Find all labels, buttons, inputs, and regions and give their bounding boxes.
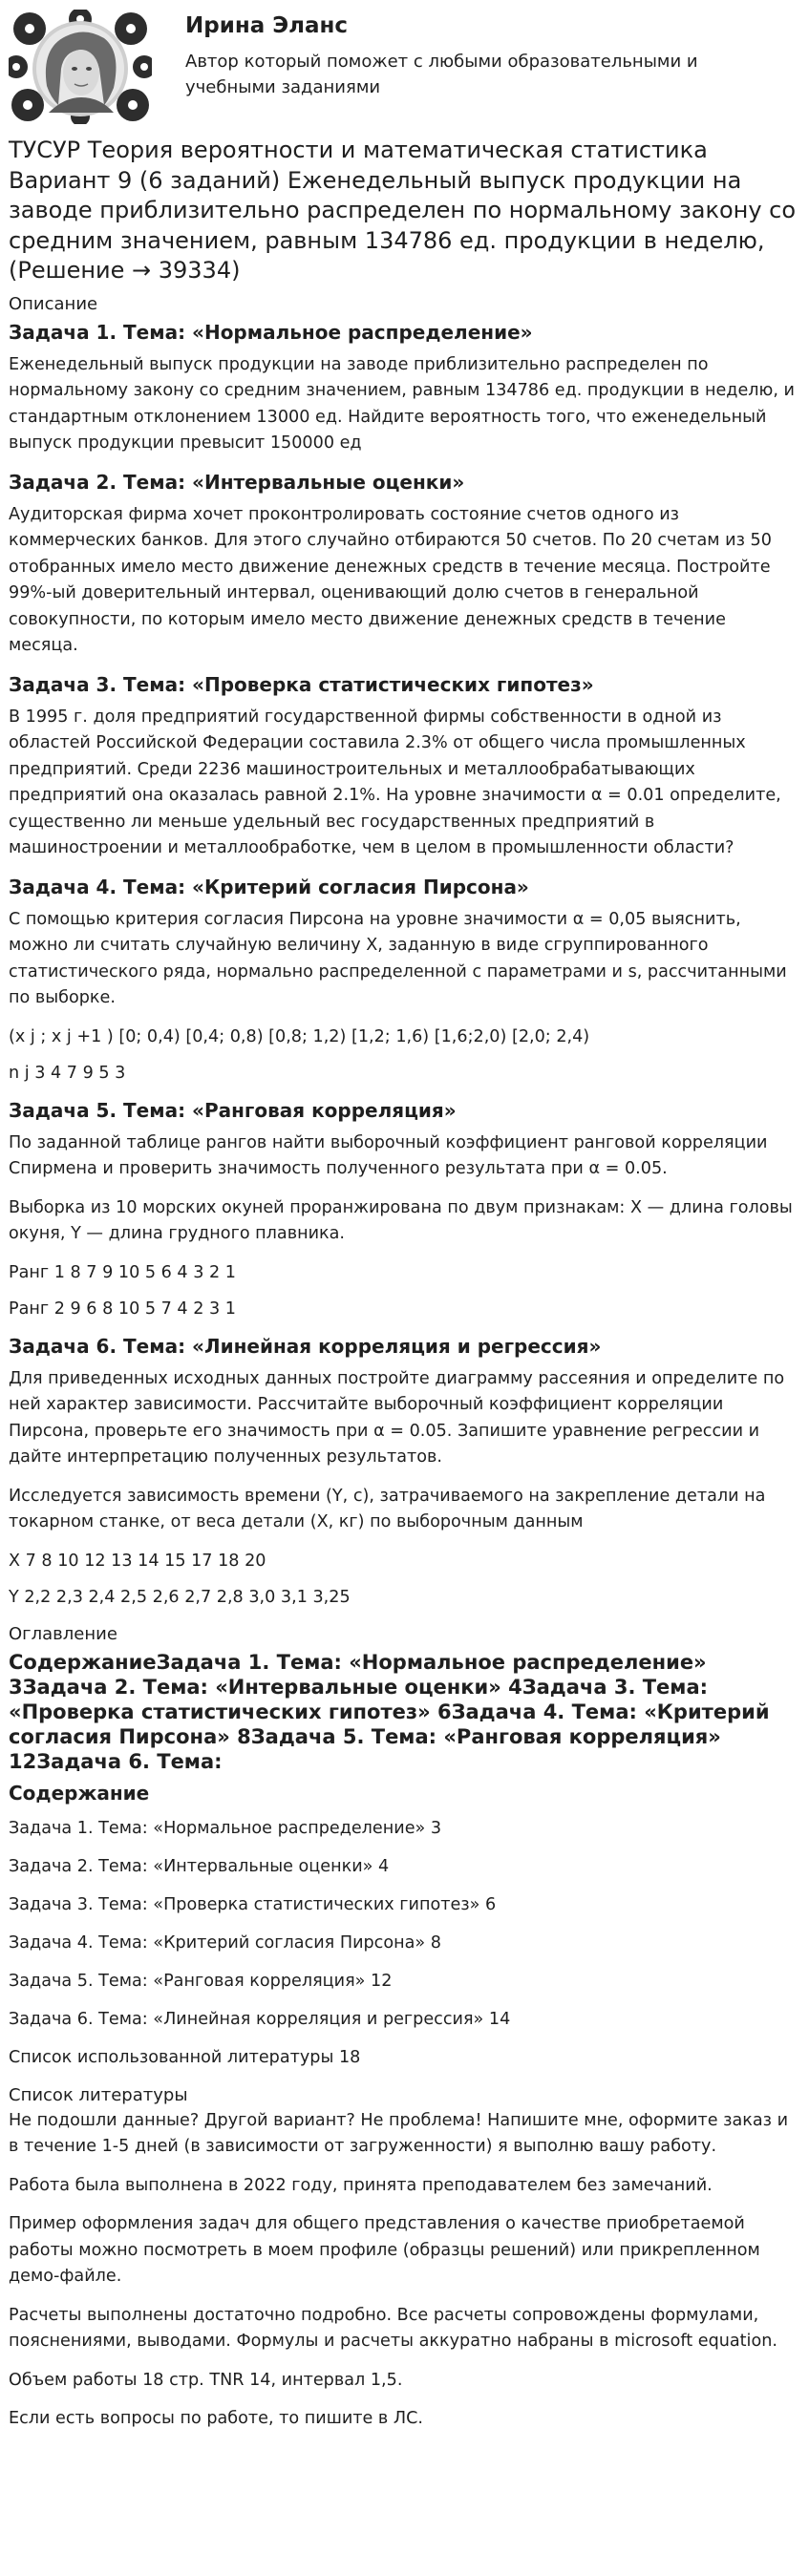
- toc-item-5: Задача 5. Тема: «Ранговая корреляция» 12: [9, 1971, 393, 1991]
- toc-heading: Содержание: [9, 1781, 150, 1805]
- task-3-text: В 1995 г. доля предприятий государственной фирмы собственности в одной из областей Российской Федерации составила 2.3% от общего числа промышленных предприятий. Среди 2236 машиностроительных и металлообрабатывающих предприятий она оказалась равной 2.1%. На уровне значимости α = 0.01 определите, существенно ли меньше удельный вес государственных предприятий в машиностроении и металлообработке, чем в целом в промышленности области?: [9, 707, 781, 857]
- toc-item-6: Задача 6. Тема: «Линейная корреляция и регрессия» 14: [9, 2009, 511, 2029]
- task-2-heading: Задача 2. Тема: «Интервальные оценки»: [9, 470, 465, 494]
- task-6-x-values: X 7 8 10 12 13 14 15 17 18 20: [9, 1551, 266, 1571]
- task-1-heading: Задача 1. Тема: «Нормальное распределение»: [9, 320, 533, 344]
- toc-label: Оглавление: [9, 1623, 117, 1644]
- task-4-text: С помощью критерия согласия Пирсона на уровне значимости α = 0,05 выяснить, можно ли считать случайную величину X, заданную в виде сгруппированного статистического ряда, нормально распределенной с параметрами и s, рассчитанными по выборке.: [9, 909, 787, 1007]
- task-6-text: Для приведенных исходных данных постройте диаграмму рассеяния и определите по ней характер зависимости. Рассчитайте выборочный коэффициент корреляции Пирсона, проверьте его значимость при α = 0.05. Запишите уравнение регрессии и дайте интерпретацию полученных результатов.: [9, 1368, 785, 1467]
- toc-item-literature: Список использованной литературы 18: [9, 2047, 361, 2067]
- description-label: Описание: [9, 293, 98, 314]
- footer-completed: Работа была выполнена в 2022 году, принята преподавателем без замечаний.: [9, 2175, 713, 2195]
- avatar[interactable]: [9, 10, 157, 124]
- task-5-rank-1: Ранг 1 8 7 9 10 5 6 4 3 2 1: [9, 1262, 236, 1282]
- task-5-text: По заданной таблице рангов найти выборочный коэффициент ранговой корреляции Спирмена и проверить значимость полученного результата при α = 0.05.: [9, 1132, 768, 1178]
- footer-calculations: Расчеты выполнены достаточно подробно. Все расчеты сопровождены формулами, пояснениями, выводами. Формулы и расчеты аккуратно набраны в microsoft equation.: [9, 2305, 777, 2351]
- author-info: [157, 10, 758, 100]
- task-5-rank-2: Ранг 2 9 6 8 10 5 7 4 2 3 1: [9, 1299, 236, 1319]
- task-1-text: Еженедельный выпуск продукции на заводе приблизительно распределен по нормальному закону со средним значением, равным 134786 ед. продукции в неделю, и стандартным отклонением 13000 ед. Найдите вероятность того, что еженедельный выпуск продукции превысит 150000 ед: [9, 354, 795, 453]
- toc-item-2: Задача 2. Тема: «Интервальные оценки» 4: [9, 1856, 390, 1876]
- task-6-y-values: Y 2,2 2,3 2,4 2,5 2,6 2,7 2,8 3,0 3,1 3,25: [9, 1588, 351, 1607]
- task-5-sample: Выборка из 10 морских окуней проранжирована по двум признакам: X — длина головы окуня, Y — длина грудного плавника.: [9, 1197, 793, 1243]
- task-5-heading: Задача 5. Тема: «Ранговая корреляция»: [9, 1098, 457, 1122]
- footer-volume: Объем работы 18 стр. TNR 14, интервал 1,5.: [9, 2370, 403, 2390]
- task-3-heading: Задача 3. Тема: «Проверка статистических гипотез»: [9, 672, 594, 696]
- literature-label: Список литературы: [9, 2084, 188, 2105]
- task-6-study: Исследуется зависимость времени (Y, c), затрачиваемого на закрепление детали на токарном станке, от веса детали (X, кг) по выборочным данным: [9, 1486, 766, 1531]
- task-4-frequencies: n j 3 4 7 9 5 3: [9, 1064, 126, 1083]
- task-4-intervals: (x j ; x j +1 ) [0; 0,4) [0,4; 0,8) [0,8; 1,2) [1,2; 1,6) [1,6;2,0) [2,0; 2,4): [9, 1026, 590, 1046]
- page-title: ТУСУР Теория вероятности и математическая статистика Вариант 9 (6 заданий) Еженедельный выпуск продукции на заводе приблизительно распределен по нормальному закону со средним значением, равным 134786 ед. продукции в неделю, (Решение → 39334): [9, 137, 797, 284]
- author-name[interactable]: Ирина Эланс: [185, 13, 349, 38]
- footer-offer: Не подошли данные? Другой вариант? Не проблема! Напишите мне, оформите заказ и в течение 1-5 дней (в зависимости от загруженности) я выполню вашу работу.: [9, 2110, 789, 2156]
- author-card: [9, 0, 800, 129]
- toc-run-heading: СодержаниеЗадача 1. Тема: «Нормальное распределение» 3Задача 2. Тема: «Интервальные оценки» 4Задача 3. Тема: «Проверка статистических гипотез» 6Задача 4. Тема: «Критерий согласия Пирсона» 8Задача 5. Тема: «Ранговая корреляция» 12Задача 6. Тема:: [9, 1650, 770, 1773]
- toc-item-1: Задача 1. Тема: «Нормальное распределение» 3: [9, 1818, 442, 1838]
- footer-example: Пример оформления задач для общего представления о качестве приобретаемой работы можно посмотреть в моем профиле (образцы решений) или прикрепленном демо-файле.: [9, 2214, 760, 2286]
- toc-item-4: Задача 4. Тема: «Критерий согласия Пирсона» 8: [9, 1932, 441, 1953]
- footer-contact: Если есть вопросы по работе, то пишите в ЛС.: [9, 2409, 423, 2428]
- task-2-text: Аудиторская фирма хочет проконтролировать состояние счетов одного из коммерческих банков. Для этого случайно отбираются 50 счетов. По 20 счетам из 50 отобранных имело место движение денежных средств в течение месяца. Постройте 99%-ый доверительный интервал, оценивающий долю счетов в генеральной совокупности, по которым имело место движение денежных средств в течение месяца.: [9, 504, 772, 655]
- author-description: Автор который поможет с любыми образовательными и учебными заданиями: [185, 52, 698, 97]
- task-6-heading: Задача 6. Тема: «Линейная корреляция и регрессия»: [9, 1334, 602, 1358]
- task-4-heading: Задача 4. Тема: «Критерий согласия Пирсона»: [9, 875, 529, 898]
- toc-item-3: Задача 3. Тема: «Проверка статистических гипотез» 6: [9, 1894, 497, 1914]
- author-avatar-icon: [9, 10, 152, 124]
